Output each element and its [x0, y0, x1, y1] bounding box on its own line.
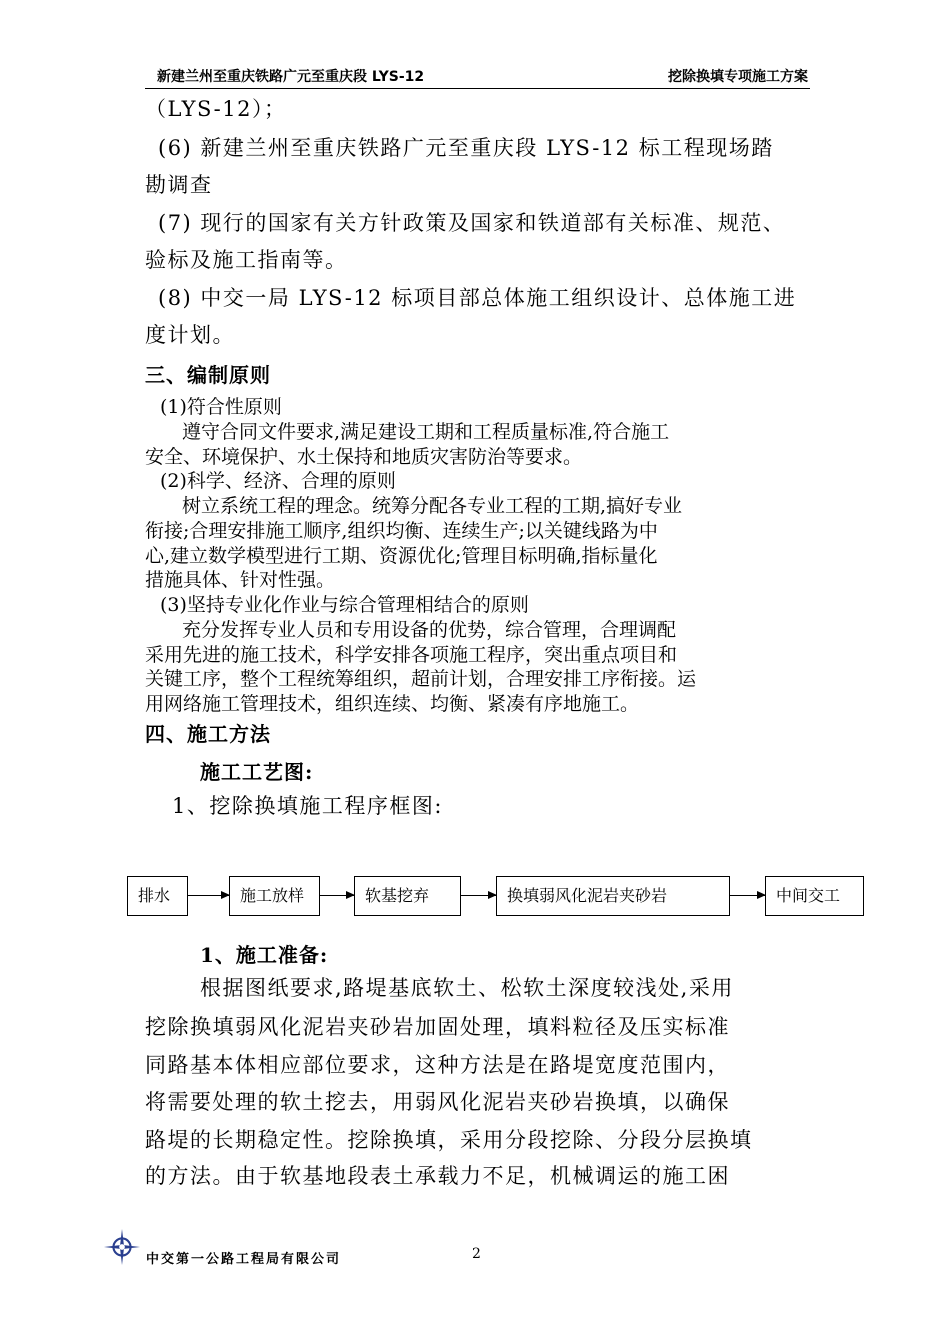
reference-item-7: (7) 现行的国家有关方针政策及国家和铁道部有关标准、规范、: [158, 211, 786, 235]
header-left-title: 新建兰州至重庆铁路广元至重庆段 LYS-12: [157, 69, 425, 85]
principle-2-text: 树立系统工程的理念。统筹分配各专业工程的工期,搞好专业: [182, 495, 683, 517]
flow-arrow: [730, 895, 765, 896]
company-logo-icon: [103, 1228, 141, 1266]
reference-item-6-cont: 勘调查: [145, 173, 213, 197]
principle-2-text: 措施具体、针对性强。: [145, 569, 336, 591]
reference-item-6: (6) 新建兰州至重庆铁路广元至重庆段 LYS-12 标工程现场踏: [158, 136, 774, 160]
principle-1-text: 安全、环境保护、水土保持和地质灾害防治等要求。: [145, 446, 583, 468]
flow-step-excavation: 软基挖弃: [354, 876, 461, 916]
header-right-title: 挖除换填专项施工方案: [668, 69, 808, 85]
preparation-text: 同路基本体相应部位要求，这种方法是在路堤宽度范围内，: [145, 1053, 730, 1077]
reference-line: （LYS-12）；: [145, 97, 287, 121]
footer-company-name: 中交第一公路工程局有限公司: [146, 1252, 342, 1267]
flow-step-handover: 中间交工: [765, 876, 864, 916]
section-heading-principles: 三、编制原则: [145, 363, 271, 387]
flow-step-refill: 换填弱风化泥岩夹砂岩: [496, 876, 730, 916]
reference-item-7-cont: 验标及施工指南等。: [145, 248, 348, 272]
principle-3-text: 采用先进的施工技术，科学安排各项施工程序，突出重点项目和: [145, 644, 678, 666]
flow-step-staking: 施工放样: [229, 876, 320, 916]
principle-1-text: 遵守合同文件要求,满足建设工期和工程质量标准,符合施工: [182, 421, 670, 443]
preparation-text: 将需要处理的软土挖去，用弱风化泥岩夹砂岩换填，以确保: [145, 1090, 730, 1114]
flow-arrow: [188, 895, 229, 896]
principle-2-text: 衔接;合理安排施工顺序,组织均衡、连续生产;以关键线路为中: [145, 520, 658, 542]
preparation-text: 挖除换填弱风化泥岩夹砂岩加固处理，填料粒径及压实标准: [145, 1015, 730, 1039]
flow-step-drainage: 排水: [127, 876, 188, 916]
preparation-text: 的方法。由于软基地段表土承载力不足，机械调运的施工困: [145, 1164, 730, 1188]
principle-3-text: 充分发挥专业人员和专用设备的优势，综合管理，合理调配: [182, 619, 677, 641]
preparation-heading: 1、施工准备:: [200, 943, 329, 967]
section-heading-methods: 四、施工方法: [145, 722, 271, 746]
principle-1-title: (1)符合性原则: [160, 396, 282, 418]
preparation-text: 路堤的长期稳定性。挖除换填，采用分段挖除、分段分层换填: [145, 1128, 753, 1152]
principle-3-title: (3)坚持专业化作业与综合管理相结合的原则: [160, 594, 529, 616]
process-diagram-subtitle: 施工工艺图:: [200, 760, 314, 784]
principle-3-text: 关键工序，整个工程统筹组织，超前计划，合理安排工序衔接。运: [145, 668, 697, 690]
page-number: 2: [472, 1246, 481, 1262]
principle-3-text: 用网络施工管理技术，组织连续、均衡、紧凑有序地施工。: [145, 693, 640, 715]
principle-2-title: (2)科学、经济、合理的原则: [160, 470, 396, 492]
reference-item-8-cont: 度计划。: [145, 323, 235, 347]
principle-2-text: 心,建立数学模型进行工期、资源优化;管理目标明确,指标量化: [145, 545, 658, 567]
reference-item-8: (8) 中交一局 LYS-12 标项目部总体施工组织设计、总体施工进: [158, 286, 797, 310]
flow-arrow: [320, 895, 354, 896]
header-rule: [145, 88, 810, 89]
flowchart-caption: 1、挖除换填施工程序框图:: [172, 794, 443, 818]
preparation-text: 根据图纸要求,路堤基底软土、松软土深度较浅处,采用: [200, 976, 734, 1000]
flow-arrow: [461, 895, 496, 896]
